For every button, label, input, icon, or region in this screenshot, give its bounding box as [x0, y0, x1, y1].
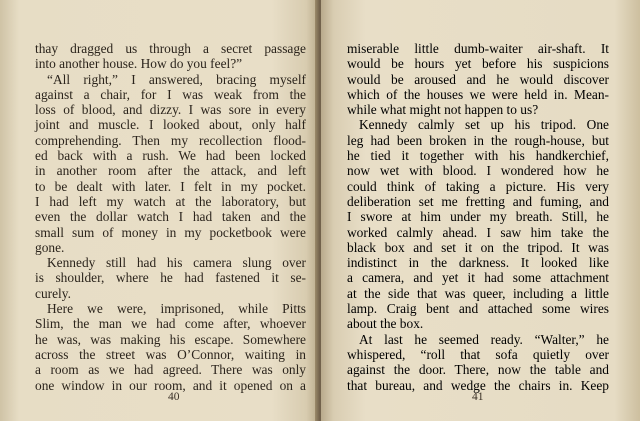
text-line: while what might not happen to us?	[347, 102, 539, 118]
text-line: “All right,” I answered, bracing myself	[47, 71, 306, 87]
text-line: across the street was O’Connor, waiting in	[35, 346, 306, 362]
text-line: I had left my watch at the laboratory, but	[35, 193, 306, 209]
text-line: that bureau, and wedge the chairs in. Keep	[347, 377, 609, 393]
text-line: joint and muscle. I looked about, only half	[35, 117, 306, 133]
text-line: leg had been broken in the rough-house, but	[347, 132, 609, 148]
left-page	[0, 0, 319, 421]
text-line: one window in our room, and it opened on a	[35, 377, 306, 393]
text-line: black box and set it on the tripod. It was	[347, 239, 609, 255]
text-line: deliberation set me fretting and fuming, and	[347, 193, 609, 209]
text-line: which of the houses we were held in. Mean-	[347, 86, 609, 102]
text-line: in another room after the attack, and left	[35, 163, 306, 179]
text-line: at the side that was queer, including a little	[347, 285, 609, 301]
text-line: would be hours yet before his suspicions	[347, 56, 609, 72]
text-line: small sum of money in my pocketbook were	[35, 224, 306, 240]
text-line: would be aroused and he would discover	[347, 71, 609, 87]
text-line: could think of taking a picture. His very	[347, 178, 609, 194]
text-line: miserable little dumb-waiter air-shaft. It	[347, 41, 609, 56]
text-line: against a chair, for I was weak from the	[35, 86, 306, 102]
text-line: loss of blood, and dizzy. I was sore in every	[35, 102, 306, 118]
text-line: thay dragged us through a secret passage	[35, 41, 306, 56]
text-line: At last he seemed ready. “Walter,” he	[359, 331, 609, 347]
text-line: Kennedy still had his camera slung over	[47, 255, 306, 271]
right-page-text	[347, 41, 609, 393]
text-line: he tied it together with his handkerchief,	[347, 148, 609, 164]
left-page-text	[35, 41, 306, 393]
text-line: is shoulder, where he had fastened it se-	[35, 270, 306, 286]
text-line: about the box.	[347, 316, 424, 332]
text-line: whispered, “roll that sofa quietly over	[347, 346, 609, 362]
text-line: worked calmly ahead. I saw him take the	[347, 224, 609, 240]
text-line: Kennedy calmly set up his tripod. One	[359, 117, 609, 133]
text-line: Slim, the man we had come after, whoever	[35, 316, 306, 332]
text-line: a camera, and yet it had some attachment	[347, 270, 609, 286]
text-line: to be dealt with later. I felt in my pocket.	[35, 178, 306, 194]
text-line: gone.	[35, 239, 65, 255]
text-line: comprehending. Then my recollection flood-	[35, 132, 306, 148]
text-line: indistinct in the darkness. It looked like	[347, 255, 609, 271]
page-number: 40	[168, 391, 180, 403]
text-line: against the door. There, now the table and	[347, 362, 609, 378]
text-line: now wet with blood. I wondered how he	[347, 163, 609, 179]
text-line: lamp. Craig bent and attached some wires	[347, 301, 609, 317]
text-line: ed back with a rush. We had been locked	[35, 148, 306, 164]
text-line: into another house. How do you feel?”	[35, 56, 243, 72]
text-line: curely.	[35, 285, 71, 301]
page-number: 41	[472, 391, 484, 403]
text-line: even the dollar watch I had taken and the	[35, 209, 306, 225]
text-line: he was, was making his escape. Somewhere	[35, 331, 306, 347]
text-line: Here we were, imprisoned, while Pitts	[47, 301, 306, 317]
text-line: a room as we had agreed. There was only	[35, 362, 306, 378]
text-line: I swore at him under my breath. Still, he	[347, 209, 609, 225]
